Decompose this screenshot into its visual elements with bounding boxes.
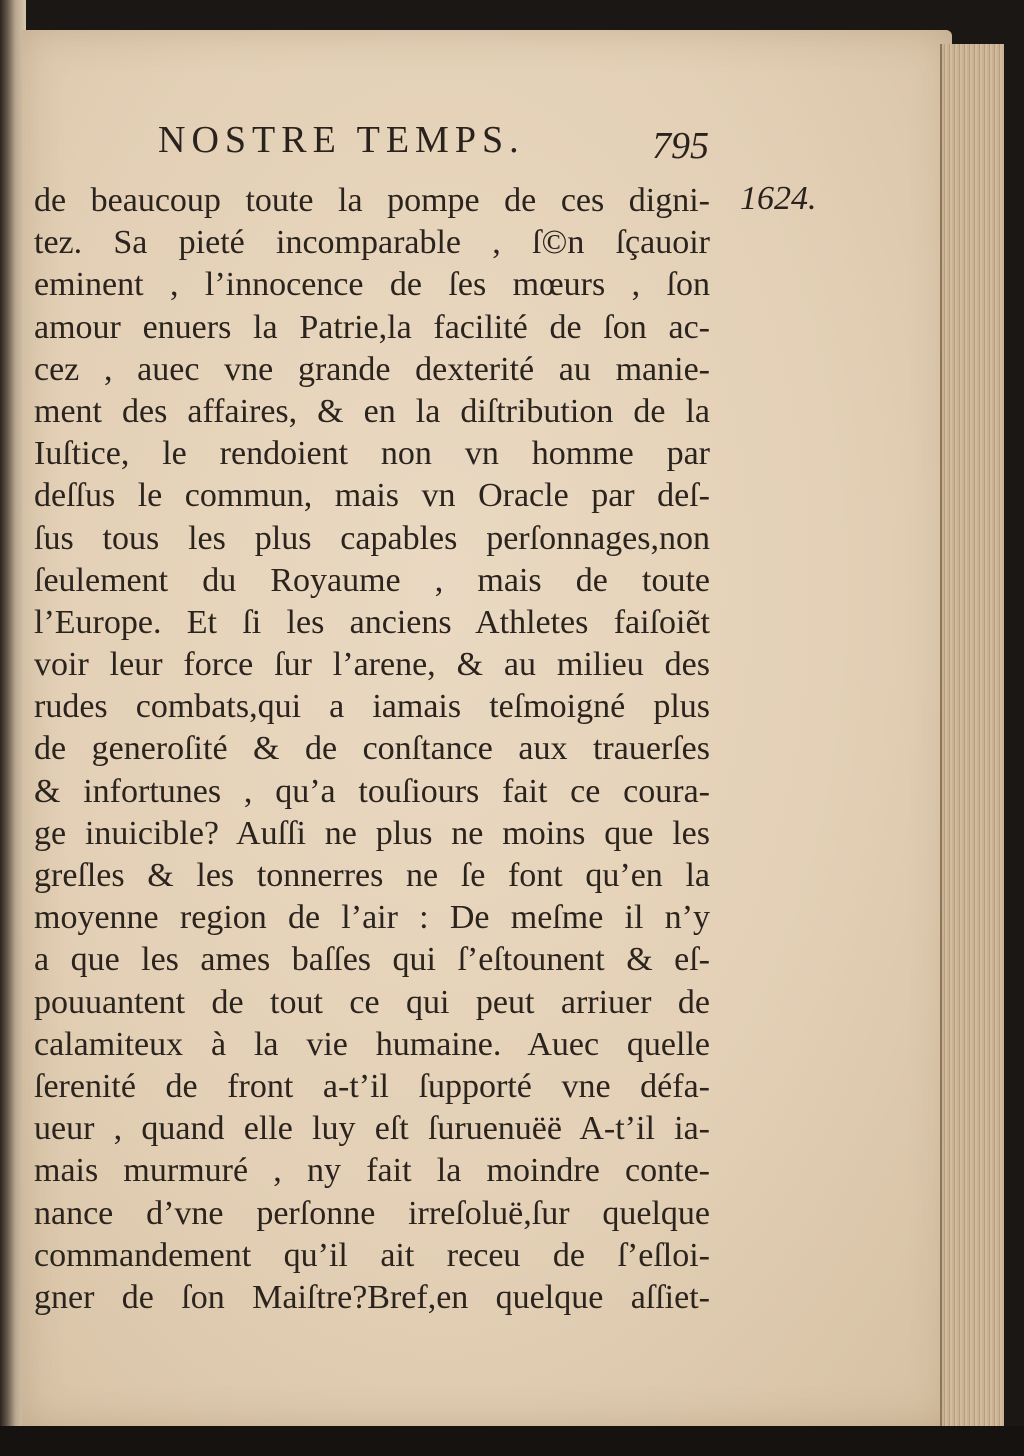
text-line: tez. Sa pieté incomparable , ſ©n ſçauoir	[34, 224, 710, 262]
text-line: amour enuers la Patrie,la facilité de ſon ac-	[34, 308, 710, 346]
text-line: de generoſité & de conſtance aux trauerſes	[34, 730, 710, 768]
scan-background	[0, 1426, 1024, 1456]
text-line: calamiteux à la vie humaine. Auec quelle	[34, 1025, 710, 1063]
text-line: eminent , l’innocence de ſes mœurs , ſon	[34, 266, 710, 304]
text-line: ſeulement du Royaume , mais de toute	[34, 561, 710, 599]
text-line: ge inuicible? Auſſi ne plus ne moins que les	[34, 814, 710, 852]
text-line: ſerenité de front a-t’il ſupporté vne défa-	[34, 1067, 710, 1105]
text-line: Iuſtice, le rendoient non vn homme par	[34, 435, 710, 473]
text-line: mais murmuré , ny fait la moindre conte-	[34, 1152, 710, 1190]
text-line: moyenne region de l’air : De meſme il n’y	[34, 899, 710, 937]
running-head-title: NOSTRE TEMPS.	[158, 119, 525, 161]
text-line: greſles & les tonnerres ne ſe font qu’en la	[34, 857, 710, 894]
text-line: rudes combats,qui a iamais teſmoigné plus	[34, 688, 710, 726]
text-line: l’Europe. Et ſi les anciens Athletes faiſoiẽt	[34, 603, 710, 641]
text-line: ueur , quand elle luy eſt ſuruenuëë A-t’il ia-	[34, 1110, 710, 1148]
text-line: commandement qu’il ait receu de ſ’eſloi-	[34, 1236, 710, 1274]
text-line: ment des affaires, & en la diſtribution de la	[34, 392, 710, 430]
body-text	[34, 180, 714, 1319]
text-line: cez , auec vne grande dexterité au manie-	[34, 350, 710, 388]
page-fore-edge	[940, 44, 1004, 1428]
text-line: ſus tous les plus capables perſonnages,non	[34, 519, 710, 557]
text-line: a que les ames baſſes qui ſ’eſtounent & eſ-	[34, 941, 710, 979]
text-line: gner de ſon Maiſtre?Bref,en quelque aſſiet-	[34, 1278, 710, 1316]
text-line: nance d’vne perſonne irreſoluë,ſur quelque	[34, 1194, 710, 1232]
text-line: deſſus le commun, mais vn Oracle par deſ-	[34, 477, 710, 515]
page-number: 795	[652, 125, 709, 167]
text-line: voir leur force ſur l’arene, & au milieu des	[34, 646, 710, 684]
text-line: & infortunes , qu’a touſiours fait ce coura-	[34, 772, 710, 810]
text-line: de beaucoup toute la pompe de ces digni-	[34, 182, 710, 219]
text-line: pouuantent de tout ce qui peut arriuer de	[34, 983, 710, 1021]
margin-note-year: 1624.	[740, 180, 817, 217]
